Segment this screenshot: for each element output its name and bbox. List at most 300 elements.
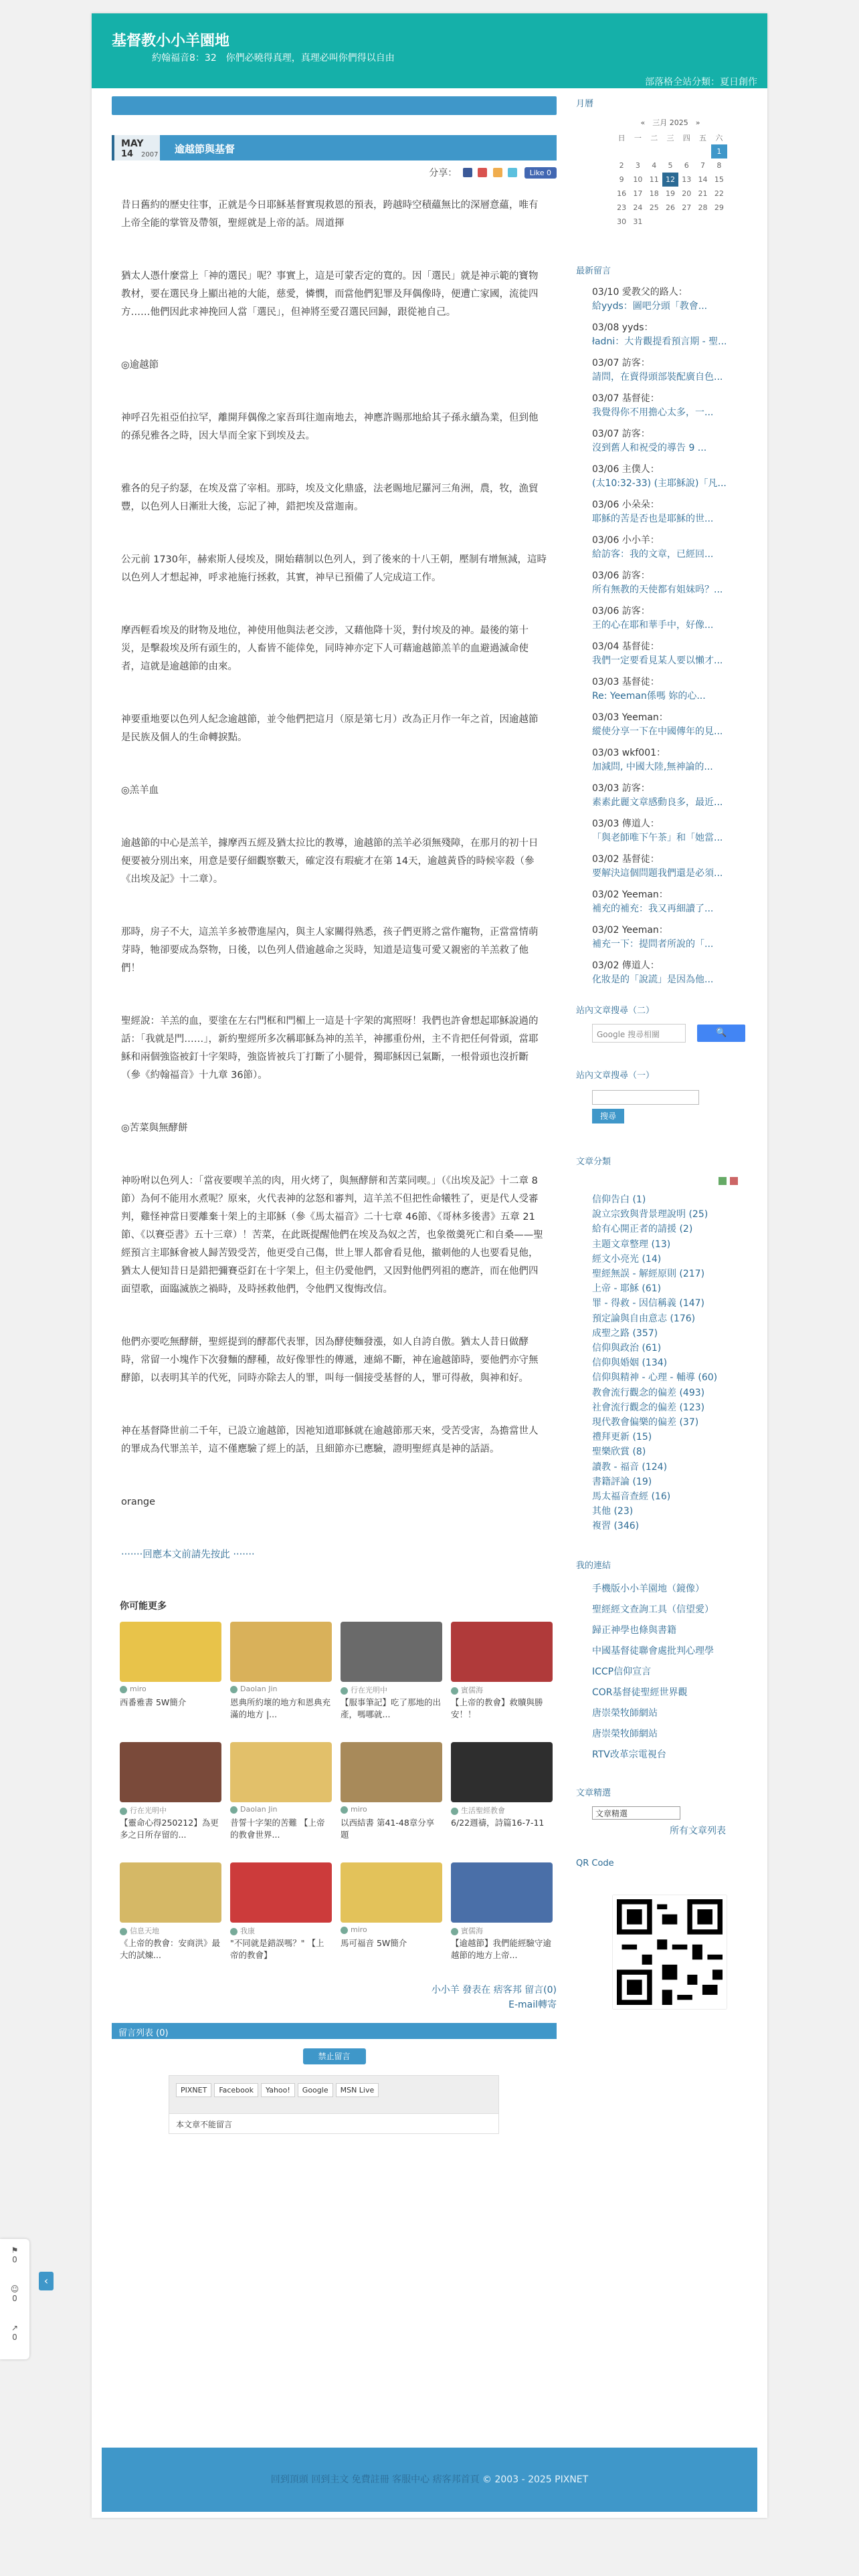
- author-avatar-icon: [120, 1808, 127, 1815]
- calendar-day: [711, 215, 727, 229]
- email-forward-link[interactable]: E-mail轉寄: [508, 2000, 557, 2010]
- calendar-day[interactable]: 8: [717, 161, 722, 170]
- share-box: [169, 2075, 499, 2114]
- recommend-thumbnail[interactable]: [341, 1862, 442, 1923]
- article-paragraph: 猶太人憑什麼當上「神的選民」呢？事實上，這是可蒙否定的寬的。因「選民」就是神示範的寶物教材，要在選民身上顯出祂的大能，慈愛，憐憫，而當他們犯罪及拜偶像時，便遭亡家國，流徙四方……他們因此求神挽回人當「選民」，但神將至愛召選民回歸，跟從祂自己。: [121, 271, 539, 318]
- calendar-day[interactable]: 17: [633, 189, 643, 198]
- share-service-button[interactable]: Yahoo!: [261, 2083, 295, 2097]
- calendar-day[interactable]: 30: [617, 217, 627, 226]
- message-item[interactable]: [592, 640, 753, 668]
- message-item[interactable]: [592, 711, 753, 739]
- recommend-thumbnail[interactable]: [451, 1742, 553, 1802]
- date-year: 2007: [141, 151, 159, 158]
- article-paragraph: 神要重地要以色列人紀念逾越節，並令他們把這月（原是第七月）改為正月作一年之首，因逾越節是民族及個人的生命轉捩點。: [121, 714, 539, 743]
- calendar-weekday: 五: [699, 133, 707, 142]
- message-item[interactable]: [592, 498, 753, 526]
- calendar-grid: [613, 130, 727, 229]
- article-paragraph: 神吩咐以色列人：「當夜要喫羊羔的肉，用火烤了，與無酵餅和苦菜同喫。」（《出埃及記》十二章 8節）為何不能用水煮呢？原來，火代表神的忿怒和審判，這羊羔不但把性命犧牲了，更是代人受審判，雞怪神當日要離棄十架上的主耶穌（參《馬太福音》二十七章 46節、《哥林多後書》五章 21節、《以賽亞書》五十三章）！苦菜，在此既提醒他們在埃及為奴之苦，也象徵羹死亡和自桑——聖經預言主耶穌會被人歸苦毀受苦，他更受自己傷，世上罪人都會看見他，撤刺他的人也要看見他，猶太人便知昔日是錯把彌賽亞釘在十字架上，但主仍愛他們，又因對他們列祖的應許，而在他們四面望歌，面臨滅族之禍時，及時拯救他們，令他們又復悔改信。: [121, 1176, 543, 1295]
- float-action[interactable]: [0, 2239, 29, 2278]
- message-item[interactable]: [592, 675, 753, 704]
- mail-share-icon[interactable]: [493, 168, 502, 177]
- category-item[interactable]: 經文小亮光 (14): [592, 1253, 662, 1265]
- calendar-day: [694, 144, 710, 158]
- calendar-day[interactable]: 19: [665, 189, 675, 198]
- recommend-author-name: Daolan Jin: [240, 1685, 278, 1693]
- category-item[interactable]: 信仰與精神 - 心理 - 輔導 (60): [592, 1372, 718, 1384]
- calendar-weekday: 日: [617, 133, 626, 142]
- calendar-day[interactable]: 26: [665, 203, 675, 212]
- message-text[interactable]: 縱使分享一下在中國傳年的見...: [592, 726, 723, 737]
- message-text[interactable]: 要解決這個問題我們還是必須...: [592, 868, 723, 879]
- qr-title: QR Code: [576, 1858, 614, 1868]
- article-paragraph: 他們亦要吃無酵餅，聖經提到的酵都代表罪，因為酵使麵發漲，如人自誇自傲。猶太人昔日做酵時，常留一小塊作下次發麵的酵種，故好像罪性的傳遞，連綿不斷，神在逾越節時，要他們亦守無酵節，以表明其羊的代死，同時亦除去人的罪，叫每一個接受基督的人，罪可得赦，與神和好。: [121, 1337, 539, 1384]
- message-item[interactable]: [592, 817, 753, 845]
- recommend-card[interactable]: [341, 1742, 442, 1853]
- recommend-card[interactable]: [230, 1742, 332, 1853]
- filter-title: 文章精選: [576, 1788, 611, 1798]
- sidebar: [576, 96, 758, 2009]
- footer-copyright: © 2003 - 2025 PIXNET: [482, 2474, 589, 2485]
- calendar-day[interactable]: 20: [682, 189, 692, 198]
- recommend-thumbnail[interactable]: [230, 1742, 332, 1802]
- calendar-day[interactable]: 21: [698, 189, 708, 198]
- date-day: 14: [121, 149, 134, 159]
- recommend-card[interactable]: [120, 1742, 221, 1853]
- float-action[interactable]: [0, 2278, 29, 2317]
- line-share-icon[interactable]: [508, 168, 517, 177]
- float-count: 0: [12, 2333, 17, 2342]
- recommend-author-name: 行在光明中: [130, 1806, 167, 1815]
- recommend-author: [120, 1805, 221, 1816]
- recommend-name[interactable]: 6/22週禱，詩篇16-7-11: [451, 1818, 545, 1828]
- sidebar-link[interactable]: 手機版小小羊園地（鏡像）: [592, 1583, 704, 1594]
- article-paragraph: ◎羔羊血: [121, 785, 159, 796]
- share-service-button[interactable]: MSN Live: [336, 2083, 379, 2097]
- category-item[interactable]: 現代教會偏樂的偏差 (37): [592, 1417, 699, 1428]
- calendar-day[interactable]: 27: [682, 203, 692, 212]
- message-text[interactable]: 加減問, 中國大陸,無神論的...: [592, 762, 713, 772]
- recommend-card[interactable]: [451, 1622, 553, 1733]
- calendar-day: [694, 215, 710, 229]
- footer-links[interactable]: 回到頂頭 回到主文 免費註冊 客服中心 痞客邦首頁: [270, 2474, 480, 2485]
- site-description: 約翰福音8：32 你們必曉得真理，真理必叫你們得以自由: [152, 53, 395, 64]
- message-author: 03/03 傳道人：: [592, 819, 660, 829]
- recommend-author: [451, 1925, 553, 1936]
- message-author: 03/06 訪客：: [592, 570, 650, 581]
- category-item[interactable]: 複習 (346): [592, 1521, 640, 1532]
- recommend-thumbnail[interactable]: [451, 1862, 553, 1923]
- calendar: [613, 117, 727, 229]
- message-item[interactable]: [592, 356, 753, 385]
- site-header: [92, 13, 767, 88]
- calendar-day[interactable]: 28: [698, 203, 708, 212]
- recommend-card[interactable]: [120, 1862, 221, 1973]
- share-service-button[interactable]: Google: [298, 2083, 333, 2097]
- message-text[interactable]: 請問，在賣得頭部裝配廣自色...: [592, 372, 723, 383]
- recommend-author: [341, 1685, 442, 1695]
- calendar-day[interactable]: 10: [633, 175, 643, 184]
- message-text[interactable]: 「與老師唯下午茶」和「她當...: [592, 833, 723, 843]
- search-input[interactable]: [592, 1090, 699, 1105]
- share-icon[interactable]: ↗: [11, 2323, 19, 2333]
- author-avatar-icon: [341, 1927, 348, 1934]
- float-action[interactable]: [0, 2317, 29, 2355]
- sidebar-link[interactable]: 唐崇榮牧師網站: [592, 1707, 658, 1719]
- calendar-day[interactable]: 29: [714, 203, 724, 212]
- calendar-day[interactable]: 5: [668, 161, 673, 170]
- article-paragraph: 摩西輕看埃及的財物及地位，神使用他與法老交涉，又藉他降十災，對付埃及的神。最後的第十災，是擊殺埃及所有頭生的，人畜皆不能倖免，同時神亦定下人可藉逾越節羔羊的血避過滅命使者，這就是逾越節的由來。: [121, 625, 529, 672]
- message-author: 03/08 yyds：: [592, 322, 654, 333]
- message-item[interactable]: [592, 924, 753, 952]
- message-text[interactable]: 補充一下：提問者所說的「...: [592, 939, 714, 950]
- message-text[interactable]: 我們一定要看見某人要以懶才...: [592, 655, 723, 666]
- float-count: 0: [12, 2255, 17, 2264]
- author-avatar-icon: [451, 1808, 458, 1815]
- sidebar-link[interactable]: ICCP信仰宣言: [592, 1666, 652, 1677]
- calendar-day: [662, 215, 678, 229]
- message-item[interactable]: [592, 392, 753, 420]
- recommend-thumbnail[interactable]: [120, 1742, 221, 1802]
- message-author: 03/10 愛教父的路人：: [592, 287, 688, 298]
- link-list: [576, 1579, 758, 1765]
- calendar-day[interactable]: 6: [684, 161, 689, 170]
- message-text[interactable]: 化妝是的「說謊」是因為他...: [592, 974, 714, 985]
- message-item[interactable]: [592, 746, 753, 774]
- block-comments-button[interactable]: 禁止留言: [303, 2048, 366, 2064]
- calendar-day[interactable]: 7: [700, 161, 706, 170]
- calendar-day: [678, 144, 694, 158]
- recommend-author-name: miro: [351, 1805, 367, 1814]
- message-author: 03/07 基督徒：: [592, 393, 660, 404]
- article-paragraph: 神在基督降世前二千年，已設立逾越節，因祂知道耶穌就在逾越節那天來，受苦受害，為擔當世人的罪成為代罪羔羊，這不僅應驗了經上的話，且細節亦已應驗，證明聖經真是神的話語。: [121, 1426, 539, 1455]
- category-item[interactable]: 其他 (23): [592, 1506, 634, 1517]
- message-author: 03/03 wkf001：: [592, 748, 666, 758]
- message-text[interactable]: 補充的補充：我又再細讀了...: [592, 903, 714, 914]
- bookmark-icon[interactable]: ⚑: [11, 2246, 19, 2255]
- recommend-author: [451, 1685, 553, 1695]
- message-item[interactable]: [592, 782, 753, 810]
- message-item[interactable]: [592, 605, 753, 633]
- article-paragraph: orange: [121, 1497, 156, 1507]
- recommend-thumbnail[interactable]: [230, 1622, 332, 1682]
- recommend-author-name: 賓儒海: [461, 1927, 483, 1935]
- message-text[interactable]: ładni：大肯觀提看預言期 - 聖...: [592, 336, 727, 347]
- article-paragraph: 那時，房子不大，這羔羊多被帶進屋內，與主人家關得熟悉，孩子們更將之當作寵物，正當當情萌芽時，牠卻要成為祭物，日後，以色列人借逾越命之災時，知道是這隻可愛又親密的羊羔救了他們！: [121, 927, 539, 974]
- message-text[interactable]: 王的心在耶和華手中，好像...: [592, 620, 714, 631]
- recommend-card[interactable]: [451, 1742, 553, 1853]
- message-author: 03/06 訪客：: [592, 606, 650, 617]
- share-service-button[interactable]: PIXNET: [176, 2083, 211, 2097]
- title-bar: [160, 135, 557, 160]
- recommend-thumbnail[interactable]: [230, 1862, 332, 1923]
- qr-code: [613, 1895, 727, 2009]
- facebook-share-icon[interactable]: [463, 168, 472, 177]
- article-paragraph: 昔日舊約的歷史往事，正就是今日耶穌基督實現救恩的預表，跨越時空積蘊無比的深層意蘊，唯有上帝全能的掌管及帶領，聖經就是上帝的話。周道揮: [121, 200, 539, 229]
- calendar-day[interactable]: 25: [649, 203, 659, 212]
- sidebar-link[interactable]: 歸正神學也條與書籍: [592, 1624, 676, 1636]
- message-text[interactable]: (太10:32-33) (主耶穌說)「凡...: [592, 478, 727, 489]
- recommend-author: [230, 1805, 332, 1816]
- calendar-day: [630, 144, 646, 158]
- article-paragraph: ◎苦菜與無酵餅: [121, 1123, 188, 1134]
- calendar-title: 月曆: [576, 99, 594, 109]
- calendar-day[interactable]: 4: [652, 161, 657, 170]
- no-comment-text: 本文章不能留言: [169, 2114, 499, 2134]
- calendar-day[interactable]: 31: [633, 217, 643, 226]
- recommend-author: [341, 1805, 442, 1816]
- recommend-card[interactable]: [451, 1862, 553, 1973]
- category-item[interactable]: 成聖之路 (357): [592, 1327, 658, 1339]
- calendar-day[interactable]: 22: [714, 189, 724, 198]
- post-footer: [112, 1983, 557, 2012]
- recommend-author: [451, 1805, 553, 1816]
- calendar-weekday: 六: [715, 133, 723, 142]
- search-title: 站內文章搜尋（一）: [576, 1071, 655, 1081]
- recommend-author-name: miro: [130, 1685, 147, 1693]
- recommend-author-name: miro: [351, 1925, 367, 1934]
- calendar-day[interactable]: 14: [698, 175, 708, 184]
- calendar-day: [646, 144, 662, 158]
- comments-bar[interactable]: 留言列表 (0): [112, 2023, 557, 2039]
- recommend-name[interactable]: 昔誓十字架的苦難 【上帝的教會世界...: [230, 1818, 325, 1840]
- recommend-author: [120, 1925, 221, 1936]
- message-item[interactable]: [592, 427, 753, 455]
- category-title: 文章分類: [576, 1157, 611, 1167]
- category-item[interactable]: 教會流行觀念的偏差 (493): [592, 1387, 705, 1398]
- recommend-name[interactable]: 【逾越節】我們能經驗守逾越節的地方上帝...: [451, 1938, 552, 1960]
- author-line[interactable]: 小小羊 發表在 痞客邦 留言(0): [431, 1985, 557, 1996]
- author-avatar-icon: [451, 1687, 458, 1695]
- recommend-name[interactable]: "不同就是錯誤嗎？" 【上帝的教會】: [230, 1938, 324, 1960]
- share-row: [112, 166, 557, 183]
- recommend-card[interactable]: [341, 1622, 442, 1733]
- recommend-block: [112, 1599, 557, 1973]
- recommend-name[interactable]: 西番雅書 5W簡介: [120, 1697, 187, 1707]
- calendar-weekday: 一: [634, 133, 642, 142]
- message-author: 03/03 基督徒：: [592, 677, 660, 687]
- recommend-card[interactable]: [230, 1622, 332, 1733]
- calendar-day[interactable]: 3: [635, 161, 640, 170]
- calendar-day[interactable]: 15: [714, 175, 724, 184]
- recommend-name[interactable]: 以西結書 第41-48章分享題: [341, 1818, 435, 1840]
- post-header: [112, 135, 557, 160]
- calendar-weekday: 二: [650, 133, 658, 142]
- message-item[interactable]: [592, 888, 753, 916]
- message-text[interactable]: 給yyds：圖吧分頭「教會...: [592, 301, 708, 312]
- message-author: 03/06 小小羊：: [592, 535, 660, 546]
- calendar-day[interactable]: 9: [619, 175, 624, 184]
- category-item[interactable]: 信仰與政治 (61): [592, 1343, 662, 1354]
- article-paragraph: 逾越節的中心是羔羊，據摩西五經及猶太拉比的教導，逾越節的羔羊必須無殘障，在那月的初十日便要被分別出來，用意是要仔細觀察數天，確定沒有瑕疵才在第 14天，逾越黃昏的時候宰殺（參《出埃及記》十二章）。: [121, 838, 539, 885]
- author-avatar-icon: [230, 1686, 237, 1693]
- calendar-day[interactable]: 16: [617, 189, 627, 198]
- message-item[interactable]: [592, 463, 753, 491]
- recommend-name[interactable]: 【上帝的教會】救贖與勝安！！: [451, 1697, 543, 1719]
- calendar-day[interactable]: 13: [682, 175, 692, 184]
- recommend-author: [120, 1685, 221, 1695]
- message-item[interactable]: [592, 321, 753, 349]
- message-text[interactable]: 給訪客：我的文章，已經回...: [592, 549, 714, 560]
- author-avatar-icon: [341, 1806, 348, 1814]
- site-footer: [102, 2448, 757, 2512]
- calendar-day[interactable]: 24: [633, 203, 643, 212]
- category-item[interactable]: 禮拜更新 (15): [592, 1432, 652, 1443]
- category-item[interactable]: 罪 - 得救 - 因信稱義 (147): [592, 1298, 704, 1309]
- message-item[interactable]: [592, 534, 753, 562]
- calendar-day[interactable]: 12: [662, 173, 678, 187]
- message-text[interactable]: 素素此麗文章感動良多，最近...: [592, 797, 723, 808]
- recommend-name[interactable]: 【服事筆記】吃了那地的出產，嗎哪就...: [341, 1697, 442, 1719]
- google-search-button[interactable]: 🔍: [697, 1025, 745, 1042]
- message-author: 03/03 Yeeman：: [592, 712, 668, 723]
- message-author: 03/02 Yeeman：: [592, 925, 668, 936]
- message-text[interactable]: 所有無教的天使都有姐妹吗？...: [592, 584, 723, 595]
- message-author: 03/03 訪客：: [592, 783, 650, 794]
- share-service-button[interactable]: Facebook: [214, 2083, 258, 2097]
- category-link[interactable]: 部落格全站分類：夏日創作: [645, 77, 757, 88]
- author-avatar-icon: [341, 1687, 348, 1695]
- calendar-day: [678, 215, 694, 229]
- sidebar-link[interactable]: 聖經經文查詢工具（信望愛）: [592, 1604, 714, 1615]
- category-item[interactable]: 讀教 - 福音 (124): [592, 1461, 668, 1473]
- calendar-day[interactable]: 18: [649, 189, 659, 198]
- message-item[interactable]: [592, 853, 753, 881]
- article-body: [112, 197, 557, 1564]
- float-count: 0: [12, 2294, 17, 2303]
- top-bar: [112, 96, 557, 115]
- calendar-day: [613, 144, 630, 158]
- recommend-author: [230, 1685, 332, 1695]
- message-text[interactable]: Re: Yeeman係嗎 妳的心...: [592, 691, 706, 702]
- message-text[interactable]: 沒到舊人和祝受的導告 9 ...: [592, 443, 707, 453]
- message-author: 03/04 基督徒：: [592, 641, 660, 652]
- recommend-thumbnail[interactable]: [341, 1742, 442, 1802]
- category-item[interactable]: 信仰與婚姻 (134): [592, 1358, 668, 1369]
- calendar-day: [662, 144, 678, 158]
- category-item[interactable]: 主題文章整理 (13): [592, 1239, 671, 1250]
- article-paragraph: 聖經說：羊羔的血，要塗在左右門框和門楣上一這是十字架的寓照呀！我們也許會想起耶穌說過的話：「我就是門……」，新約聖經所多次稱耶穌為神的羔羊，神挪重份州，主不肯把任何骨頭，當耶穌和兩個強盜被釘十字架時，強盜皆被兵丁打斷了小腿骨，獨耶穌因已氣斷，一根骨頭也沒折斷（參《約翰福音》十九章 36節）。: [121, 1016, 539, 1081]
- category-item[interactable]: 書籍評論 (19): [592, 1476, 652, 1487]
- author-avatar-icon: [230, 1806, 237, 1814]
- google-search: [592, 1024, 758, 1043]
- recommend-author-name: 信息天地: [130, 1927, 159, 1935]
- search-button[interactable]: 搜尋: [592, 1109, 624, 1123]
- recommend-name[interactable]: 《上帝的教會：安商洪》最大的試煉...: [120, 1938, 221, 1960]
- calendar-day[interactable]: 2: [619, 161, 624, 170]
- message-author: 03/06 主僕人：: [592, 464, 660, 475]
- links-title: 我的連結: [576, 1560, 611, 1571]
- category-icons: [576, 1175, 758, 1188]
- plurk-share-icon[interactable]: [478, 168, 487, 177]
- reaction-icon[interactable]: ☺: [10, 2284, 19, 2294]
- recommend-card[interactable]: [120, 1622, 221, 1733]
- category-list: [576, 1192, 758, 1534]
- category-item[interactable]: 社會流行觀念的偏差 (123): [592, 1402, 705, 1413]
- recommend-thumbnail[interactable]: [341, 1622, 442, 1682]
- expand-icon[interactable]: [719, 1177, 727, 1185]
- recommend-author: [341, 1925, 442, 1936]
- category-item[interactable]: 預定論與自由意志 (176): [592, 1313, 696, 1324]
- qr-code-graphic: [617, 1899, 723, 2005]
- category-item[interactable]: 說立宗致與背景理說明 (25): [592, 1209, 708, 1220]
- sidebar-link[interactable]: RTV改革宗電視台: [592, 1749, 666, 1760]
- recommend-author-name: 賓儒海: [461, 1686, 483, 1695]
- article-select[interactable]: 文章精選: [592, 1806, 680, 1820]
- calendar-weekday: 三: [666, 133, 674, 142]
- author-avatar-icon: [120, 1928, 127, 1935]
- recommend-thumbnail[interactable]: [120, 1862, 221, 1923]
- sidebar-link[interactable]: 中國基督徒聯會處批判心理學: [592, 1645, 714, 1656]
- message-author: 03/06 小朵朵：: [592, 500, 660, 510]
- message-text[interactable]: 耶穌的苦是否也是耶穌的世...: [592, 514, 714, 524]
- calendar-nav[interactable]: « 三月 2025 »: [640, 118, 700, 127]
- message-item[interactable]: [592, 569, 753, 597]
- recommend-card[interactable]: [230, 1862, 332, 1973]
- google-search-input[interactable]: Google 搜尋相關: [592, 1024, 686, 1043]
- recommend-author-name: 我康: [240, 1927, 255, 1935]
- google-search-title: 站內文章搜尋（二）: [576, 1006, 655, 1016]
- share-label: 分享：: [429, 168, 458, 179]
- author-avatar-icon: [451, 1928, 458, 1935]
- recommend-thumbnail[interactable]: [451, 1622, 553, 1682]
- message-list: [576, 286, 758, 987]
- collapse-icon[interactable]: [730, 1177, 738, 1185]
- collapse-panel-button[interactable]: ‹: [39, 2272, 54, 2290]
- category-item[interactable]: 上帝 - 耶穌 (61): [592, 1283, 662, 1295]
- post-title[interactable]: 逾越節與基督: [175, 143, 235, 155]
- category-item[interactable]: 聖樂欣賞 (8): [592, 1446, 646, 1458]
- category-item[interactable]: 馬太福音查經 (16): [592, 1491, 671, 1503]
- recommend-title: 你可能更多: [120, 1601, 167, 1612]
- article-paragraph: 神呼召先祖亞伯拉罕，離開拜偶像之家吾珥往迦南地去，神應許賜那地給其子孫永續為業，但到他的孫兒雅各之時，因大旱而全家下到埃及去。: [121, 413, 539, 441]
- date-box: [112, 135, 160, 160]
- main-column: [112, 96, 557, 2134]
- site-title[interactable]: 基督教小小羊園地: [112, 33, 230, 49]
- message-item[interactable]: [592, 959, 753, 987]
- all-articles-button[interactable]: 所有文章列表: [670, 1825, 726, 1836]
- author-avatar-icon: [230, 1928, 237, 1935]
- floating-action-panel: [0, 2239, 29, 2359]
- calendar-day: [646, 215, 662, 229]
- calendar-day[interactable]: 11: [649, 175, 659, 184]
- recommend-grid: [120, 1622, 552, 1973]
- calendar-day[interactable]: 1: [711, 144, 727, 158]
- sidebar-link[interactable]: COR基督徒聖經世界觀: [592, 1687, 688, 1698]
- category-item[interactable]: 信仰告白 (1): [592, 1194, 646, 1205]
- article-paragraph: 公元前 1730年，赫索斯人侵埃及，開始藉制以色列人，到了後來的十八王朝，壓制有增無減，這時以色列人才想起神，呼求祂施行拯救，其實，神早已預備了人完成這工作。: [121, 554, 547, 583]
- recommend-card[interactable]: [341, 1862, 442, 1973]
- message-text[interactable]: 我覺得你不用擔心太多，一...: [592, 407, 714, 418]
- recommend-name[interactable]: 【靈命心得250212】為更多之日所存留的...: [120, 1818, 219, 1840]
- calendar-day[interactable]: 23: [617, 203, 627, 212]
- author-avatar-icon: [120, 1686, 127, 1693]
- message-author: 03/02 基督徒：: [592, 854, 660, 865]
- category-item[interactable]: 聖經無誤 - 解經原則 (217): [592, 1269, 705, 1280]
- recommend-thumbnail[interactable]: [120, 1622, 221, 1682]
- recommend-name[interactable]: 恩典所約壞的地方和恩典充滿的地方 |...: [230, 1697, 331, 1719]
- category-item[interactable]: 給有心開正者的請援 (2): [592, 1224, 693, 1235]
- like-button[interactable]: Like 0: [524, 167, 557, 179]
- message-item[interactable]: [592, 286, 753, 314]
- recommend-author-name: Daolan Jin: [240, 1805, 278, 1814]
- message-author: 03/07 訪客：: [592, 358, 650, 368]
- page: [92, 13, 767, 2518]
- date-month: MAY: [121, 138, 144, 149]
- reply-notice-link[interactable]: ‧‧‧‧‧‧‧回應本文前請先按此 ‧‧‧‧‧‧‧: [121, 1549, 255, 1560]
- messages-title: 最新留言: [576, 266, 611, 276]
- recommend-name[interactable]: 馬可福音 5W簡介: [341, 1938, 407, 1948]
- sidebar-link[interactable]: 唐崇榮牧師網站: [592, 1728, 658, 1739]
